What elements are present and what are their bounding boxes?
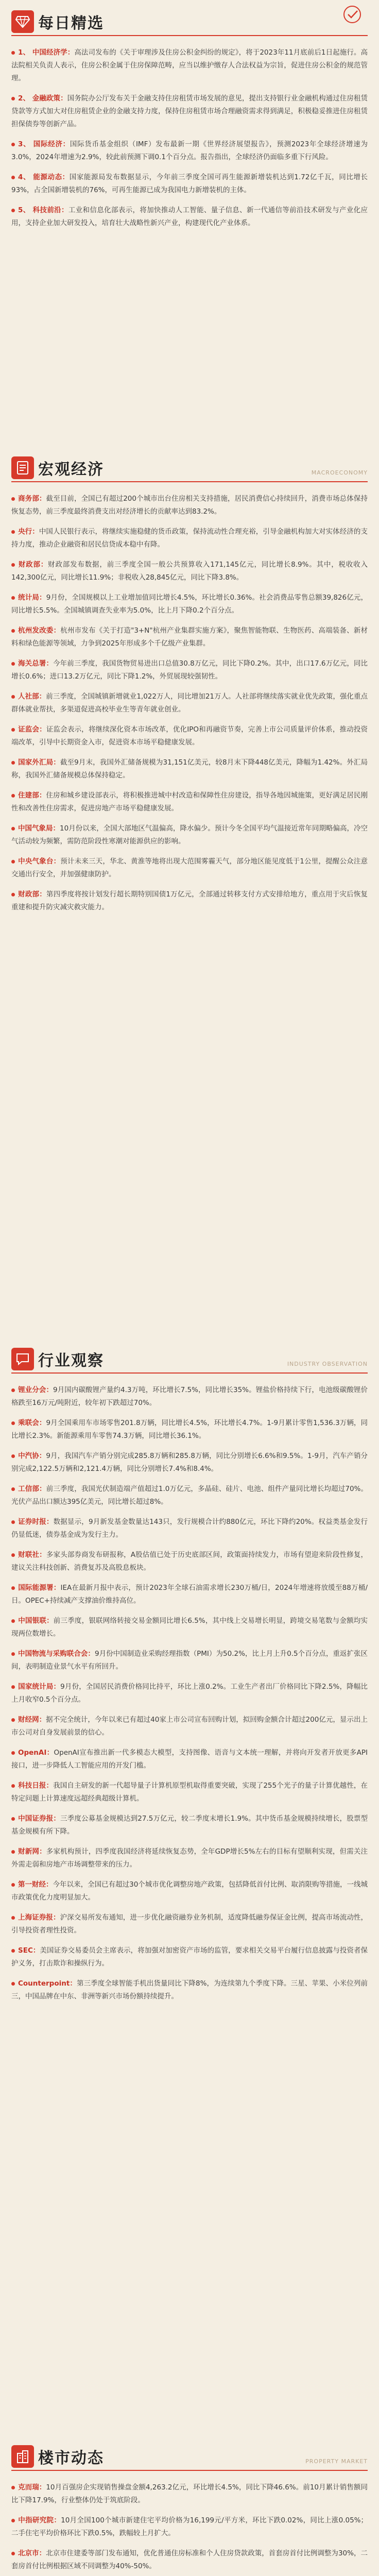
bullet-icon (11, 97, 15, 100)
item-source: 3、 国际经济： (18, 140, 70, 148)
section-property (11, 2442, 368, 2576)
list-item (11, 204, 368, 230)
item-text: 三季度公募基金规模达到27.5万亿元，较二季度末增长1.9%。其中货币基金规模持续增长，股票型基金规模有所下降。 (11, 1815, 368, 1836)
item-source: 第一财经： (18, 1880, 53, 1889)
section-industry (11, 1345, 368, 2010)
section-header (11, 453, 368, 479)
bullet-icon (11, 563, 15, 567)
bullet-icon (11, 794, 15, 798)
bullet-icon (11, 1751, 15, 1755)
item-source: OpenAI： (18, 1749, 54, 1757)
list-item (11, 789, 368, 815)
item-source: 人社部： (18, 692, 46, 701)
item-text: 9月份，全国规模以上工业增加值同比增长4.5%，环比增长0.36%。社会消费品零售总额39,826亿元，同比增长5.5%。全国城镇调查失业率为5.0%，比上月下降0.2个百分点。 (11, 594, 368, 615)
item-text: OpenAI宣布推出新一代多模态大模型，支持图像、语音与文本统一理解，并将向开发者开放更多API接口，进一步降低人工智能应用的开发门槛。 (11, 1749, 368, 1770)
item-text: 今年前三季度，我国货物贸易进出口总值30.8万亿元，同比下降0.2%。其中，出口17.6万亿元，同比增长0.6%；进口13.2万亿元，同比下降1.2%，外贸展现较强韧性。 (11, 659, 368, 681)
section-title: 楼市动态 (38, 2449, 104, 2467)
bullet-icon (11, 1685, 15, 1689)
item-text: 住房和城乡建设部表示，将积极推进城中村改造和保障性住房建设，指导各地因城施策，更好满足居民刚性和改善性住房需求，促进房地产市场平稳健康发展。 (11, 791, 368, 812)
bullet-icon (11, 1916, 15, 1920)
item-text: 多家机构预计，四季度我国经济将延续恢复态势，全年GDP增长5%左右的目标有望顺利实现，但需关注外需走弱和房地产市场调整带来的压力。 (11, 1848, 368, 1869)
item-text: 据不完全统计，今年以来已有超过40家上市公司宣布回购计划，拟回购金额合计超过200亿元，显示出上市公司对自身发展前景的信心。 (11, 1716, 368, 1737)
list-item (11, 1516, 368, 1541)
item-text: 证监会表示，将继续深化资本市场改革，优化IPO和再融资节奏，完善上市公司质量评价体系，推动投资端改革，引导中长期资金入市，促进资本市场平稳健康发展。 (11, 725, 368, 747)
item-source: 工信部： (18, 1485, 46, 1493)
bullet-icon (11, 860, 15, 863)
item-text: 预计未来三天，华北、黄淮等地将出现大范围雾霾天气，部分地区能见度低于1公里，提醒公众注意交通出行安全，并加强健康防护。 (11, 857, 368, 878)
item-text: 中国人民银行表示，将继续实施稳健的货币政策，保持流动性合理充裕，引导金融机构加大对实体经济的支持力度，推动企业融资和居民信贷成本稳中有降。 (11, 528, 368, 549)
item-source: 1、 中国经济学： (18, 48, 75, 57)
decoration-icon (290, 3, 368, 26)
bullet-icon (11, 530, 15, 534)
list-item (11, 92, 368, 131)
section-title: 行业观察 (38, 1352, 104, 1370)
item-text: 10月全国100个城市新建住宅平均价格为16,199元/平方米，环比下跌0.02%，同比上涨0.05%；二手住宅平均价格环比下跌0.5%，跌幅较上月扩大。 (11, 2516, 368, 2537)
item-source: 国际能源署： (18, 1584, 61, 1592)
item-source: 住建部： (18, 791, 46, 800)
list-item (11, 657, 368, 683)
item-text: 沪深交易所发布通知，进一步优化融资融券业务机制，适度降低融券保证金比例，提高市场流动性，引导投资者理性投资。 (11, 1913, 368, 1935)
list-item (11, 1911, 368, 1937)
item-source: 央行： (18, 528, 39, 536)
item-source: 中国物流与采购联合会： (18, 1650, 95, 1658)
bullet-icon (11, 1949, 15, 1953)
list-item (11, 46, 368, 85)
list-item (11, 1450, 368, 1476)
item-source: 证监会： (18, 725, 46, 734)
list-item (11, 624, 368, 650)
item-text: 我国自主研发的新一代超导量子计算机原型机取得重要突破，实现了255个光子的量子计算优越性，在特定问题上计算速度远超经典超级计算机。 (11, 1782, 368, 1803)
bullet-icon (11, 1454, 15, 1458)
section-subtitle: PROPERTY MARKET (305, 2458, 368, 2465)
bullet-icon (11, 1487, 15, 1491)
item-source: 统计局： (18, 594, 46, 602)
item-source: 海关总署： (18, 659, 54, 668)
item-text: 数据显示，9月新发基金数量达143只，发行规模合计约880亿元，环比下降约20%。权益类基金发行仍显低迷，债券基金成为发行主力。 (11, 1518, 368, 1539)
item-source: 财经网： (18, 1716, 46, 1724)
bullet-icon (11, 695, 15, 699)
bullet-icon (11, 1784, 15, 1788)
bullet-icon (11, 1817, 15, 1821)
item-text: 国务院办公厅发布关于金融支持住房租赁市场发展的意见，提出支持银行业金融机构通过住房租赁贷款等方式加大对住房租赁企业的金融支持力度，保持住房租赁市场合理融资需求得到满足，积极稳妥推进住房租赁担保债券等创新产品。 (11, 94, 368, 128)
item-text: 国际货币基金组织（IMF）发布最新一期《世界经济展望报告》，预测2023年全球经济增速为3.0%，2024年增速为2.9%，较此前预测下调0.1个百分点。报告指出，全球经济仍面临多重下行风险。 (11, 140, 368, 161)
item-text: 杭州市发布《关于打造"3+N"杭州产业集群实施方案》，聚焦智能物联、生物医药、高端装备、新材料和绿色能源等领域，力争到2025年形成多个千亿级产业集群。 (11, 626, 368, 648)
item-text: 多家头部券商发布研报称，A股估值已处于历史底部区间，政策面持续发力，市场有望迎来阶段性修复，建议关注科技创新、消费复苏及高股息板块。 (11, 1551, 368, 1572)
bullet-icon (11, 1883, 15, 1887)
item-list (11, 1384, 368, 2003)
item-text: 截至9月末，我国外汇储备规模为31,151亿美元，较8月末下降448亿美元，降幅为1.42%。外汇局称，我国外汇储备规模总体保持稳定。 (11, 758, 368, 779)
list-item (11, 756, 368, 782)
bullet-icon (11, 143, 15, 146)
section-header (11, 7, 368, 33)
item-source: 中国银联： (18, 1617, 54, 1625)
bullet-icon (11, 1619, 15, 1623)
item-list (11, 46, 368, 230)
section-header (11, 1345, 368, 1370)
bullet-icon (11, 1718, 15, 1722)
chat-icon (11, 1348, 34, 1370)
item-text: 工业和信息化部表示，将加快推动人工智能、量子信息、新一代通信等前沿技术研发与产业化应用，支持企业加大研发投入，培育壮大战略性新兴产业，构建现代化产业体系。 (11, 206, 368, 227)
item-source: 乘联会： (18, 1419, 46, 1427)
item-text: 美国证券交易委员会主席表示，将加强对加密资产市场的监管，要求相关交易平台履行信息披露与投资者保护义务，打击欺诈和操纵行为。 (11, 1946, 368, 1968)
bullet-icon (11, 51, 15, 55)
item-source: 锂业分会： (18, 1386, 54, 1394)
bullet-icon (11, 662, 15, 666)
section-title: 宏观经济 (38, 461, 104, 479)
item-source: 商务部： (18, 495, 46, 503)
bullet-icon (11, 1586, 15, 1590)
bullet-icon (11, 596, 15, 600)
bullet-icon (11, 728, 15, 732)
bullet-icon (11, 497, 15, 501)
item-text: 10月百强房企实现销售操盘金额4,263.2亿元，环比增长4.5%，同比下降46.6%。前10月累计销售额同比下降17.9%，行业整体仍处于筑底阶段。 (11, 2483, 368, 2504)
section-title: 每日精选 (38, 14, 104, 32)
item-text: 前三季度，全国城镇新增就业1,022万人，同比增加21万人。人社部将继续落实就业优先政策，强化重点群体就业帮扶，多渠道促进高校毕业生等青年就业创业。 (11, 692, 368, 714)
item-source: 国家外汇局： (18, 758, 60, 767)
document-icon (11, 456, 34, 479)
item-source: SEC： (18, 1946, 40, 1955)
item-source: 2、 金融政策： (18, 94, 67, 103)
item-text: 9月份中国制造业采购经理指数（PMI）为50.2%，比上月上升0.5个百分点，重返扩张区间，表明制造业景气水平有所回升。 (11, 1650, 368, 1671)
list-item (11, 723, 368, 749)
list-item (11, 591, 368, 617)
item-text: 高法司发布的《关于审理涉及住房公积金纠纷的规定》，将于2023年11月底前后1日起施行。高法院相关负责人表示，住房公积金属于住房保障范畴，应当以维护缴存人合法权益为宗旨，促进住房公积金的规范管理。 (11, 48, 368, 82)
bullet-icon (11, 1850, 15, 1854)
list-item (11, 1549, 368, 1574)
item-text: 9月份，全国居民消费价格同比持平，环比上涨0.2%。工业生产者出厂价格同比下降2.5%，降幅比上月收窄0.5个百分点。 (11, 1683, 368, 1704)
divider (11, 481, 368, 482)
bullet-icon (11, 176, 15, 179)
bullet-icon (11, 761, 15, 765)
section-subtitle: INDUSTRY OBSERVATION (287, 1361, 368, 1367)
item-source: 中央气象台： (18, 857, 61, 866)
list-item (11, 1845, 368, 1871)
list-item (11, 1747, 368, 1772)
item-text: 第三季度全球智能手机出货量同比下降8%，为连续第九个季度下降。三星、苹果、小米位列前三，中国品牌在中东、非洲等新兴市场份额持续提升。 (11, 1979, 368, 2001)
item-list (11, 2481, 368, 2576)
section-header (11, 2442, 368, 2468)
divider (11, 2470, 368, 2471)
bullet-icon (11, 2519, 15, 2522)
item-source: 科技日报： (18, 1782, 54, 1790)
item-text: 9月全国乘用车市场零售201.8万辆，同比增长4.5%，环比增长4.7%。1-9月累计零售1,536.3万辆，同比增长2.3%。新能源乘用车零售74.3万辆，同比增长36.1%。 (11, 1419, 368, 1440)
item-text: 今年以来，全国已有超过30个城市优化调整房地产政策，包括降低首付比例、取消限购等措施，一线城市政策优化力度明显加大。 (11, 1880, 368, 1902)
list-item (11, 1780, 368, 1805)
list-item (11, 1944, 368, 1970)
item-source: 财新网： (18, 1848, 46, 1856)
bullet-icon (11, 209, 15, 212)
item-text: 9月，我国汽车产销分别完成285.8万辆和285.8万辆，同比分别增长6.6%和9.5%。1-9月，汽车产销分别完成2,122.5万辆和2,121.4万辆，同比分别增长7.4%和8.4%。 (11, 1452, 368, 1473)
list-item (11, 822, 368, 848)
item-source: 中国气象局： (18, 824, 60, 833)
list-item (11, 493, 368, 518)
list-item (11, 1878, 368, 1904)
item-source: 杭州发改委： (18, 626, 61, 635)
item-text: 截至目前，全国已有超过200个城市出台住房相关支持措施，居民消费信心持续回升，消费市场总体保持恢复态势，前三季度最终消费支出对经济增长的贡献率达到83.2%。 (11, 495, 368, 516)
list-item (11, 138, 368, 164)
list-item (11, 1417, 368, 1443)
list-item (11, 2481, 368, 2507)
list-item (11, 1483, 368, 1509)
list-item (11, 1615, 368, 1640)
bullet-icon (11, 1421, 15, 1425)
list-item (11, 690, 368, 716)
divider (11, 1372, 368, 1374)
bullet-icon (11, 1520, 15, 1524)
bullet-icon (11, 1388, 15, 1392)
item-text: 9月国内碳酸锂产量约4.3万吨，环比增长7.5%，同比增长35%。锂盐价格持续下行，电池级碳酸锂价格跌至16万元/吨附近，较年初下跌超过70%。 (11, 1386, 368, 1407)
item-source: 财政部： (18, 561, 48, 569)
divider (11, 35, 368, 36)
item-text: 前三季度，我国光伏制造端产值超过1.0万亿元，多晶硅、硅片、电池、组件产量同比增长均超过70%。光伏产品出口额达395亿美元，同比增长超过8%。 (11, 1485, 368, 1506)
bullet-icon (11, 1652, 15, 1656)
item-text: 财政部发布数据，前三季度全国一般公共预算收入171,145亿元，同比增长8.9%。其中，税收收入142,300亿元，同比增长11.9%；非税收入28,845亿元，同比下降3.8%。 (11, 561, 368, 582)
item-source: 中汽协： (18, 1452, 46, 1460)
list-item (11, 171, 368, 197)
list-item (11, 1384, 368, 1410)
list-item (11, 558, 368, 584)
item-source: 上海证券报： (18, 1913, 60, 1922)
list-item (11, 2547, 368, 2573)
item-source: 4、 能源动态： (18, 173, 70, 181)
item-source: 中国证券报： (18, 1815, 61, 1823)
item-source: 北京市： (18, 2549, 46, 2557)
list-item (11, 1977, 368, 2003)
item-text: IEA在最新月报中表示，预计2023年全球石油需求增长230万桶/日，2024年增速将放缓至88万桶/日。OPEC+持续减产支撑油价维持高位。 (11, 1584, 368, 1605)
item-source: Counterpoint： (18, 1979, 77, 1988)
item-text: 第四季度将按计划发行超长期特别国债1万亿元，全部通过转移支付方式安排给地方，重点用于灾后恢复重建和提升防灾减灾救灾能力。 (11, 890, 368, 911)
item-text: 国家能源局发布数据显示，今年前三季度全国可再生能源新增装机达到1.72亿千瓦，同比增长93%，占全国新增装机的76%，可再生能源已成为我国电力新增装机的主体。 (11, 173, 368, 194)
list-item (11, 1681, 368, 1706)
item-source: 财联社： (18, 1551, 46, 1559)
item-text: 前三季度，银联网络转接交易金额同比增长6.5%，其中线上交易增长明显，跨境交易笔数与金额均实现两位数增长。 (11, 1617, 368, 1638)
bullet-icon (11, 827, 15, 831)
list-item (11, 888, 368, 914)
item-source: 中指研究院： (18, 2516, 61, 2524)
section-subtitle: MACROECONOMY (311, 469, 368, 476)
diamond-icon (11, 10, 34, 33)
item-text: 10月份以来，全国大部地区气温偏高，降水偏少。预计今冬全国平均气温接近常年同期略偏高，冷空气活动较为频繁，需防范阶段性寒潮对能源供应的影响。 (11, 824, 368, 845)
item-source: 财政部： (18, 890, 46, 899)
section-daily-picks (11, 7, 368, 237)
bullet-icon (11, 629, 15, 633)
bullet-icon (11, 893, 15, 896)
item-source: 克而瑞： (18, 2483, 46, 2492)
item-source: 证券时报： (18, 1518, 54, 1526)
bullet-icon (11, 1553, 15, 1557)
building-icon (11, 2445, 34, 2468)
list-item (11, 855, 368, 881)
list-item (11, 1714, 368, 1739)
bullet-icon (11, 2486, 15, 2489)
item-list (11, 493, 368, 914)
bullet-icon (11, 2552, 15, 2555)
list-item (11, 2514, 368, 2540)
item-source: 国家统计局： (18, 1683, 61, 1691)
list-item (11, 1582, 368, 1607)
item-source: 5、 科技前沿： (18, 206, 68, 214)
item-text: 北京市住建委等部门发布通知，优化普通住房标准和个人住房贷款政策，首套房首付比例调整为30%，二套房首付比例根据区域不同调整为40%-50%。 (11, 2549, 368, 2570)
list-item (11, 1648, 368, 1673)
bullet-icon (11, 1982, 15, 1986)
list-item (11, 1812, 368, 1838)
section-macro (11, 453, 368, 921)
list-item (11, 526, 368, 551)
